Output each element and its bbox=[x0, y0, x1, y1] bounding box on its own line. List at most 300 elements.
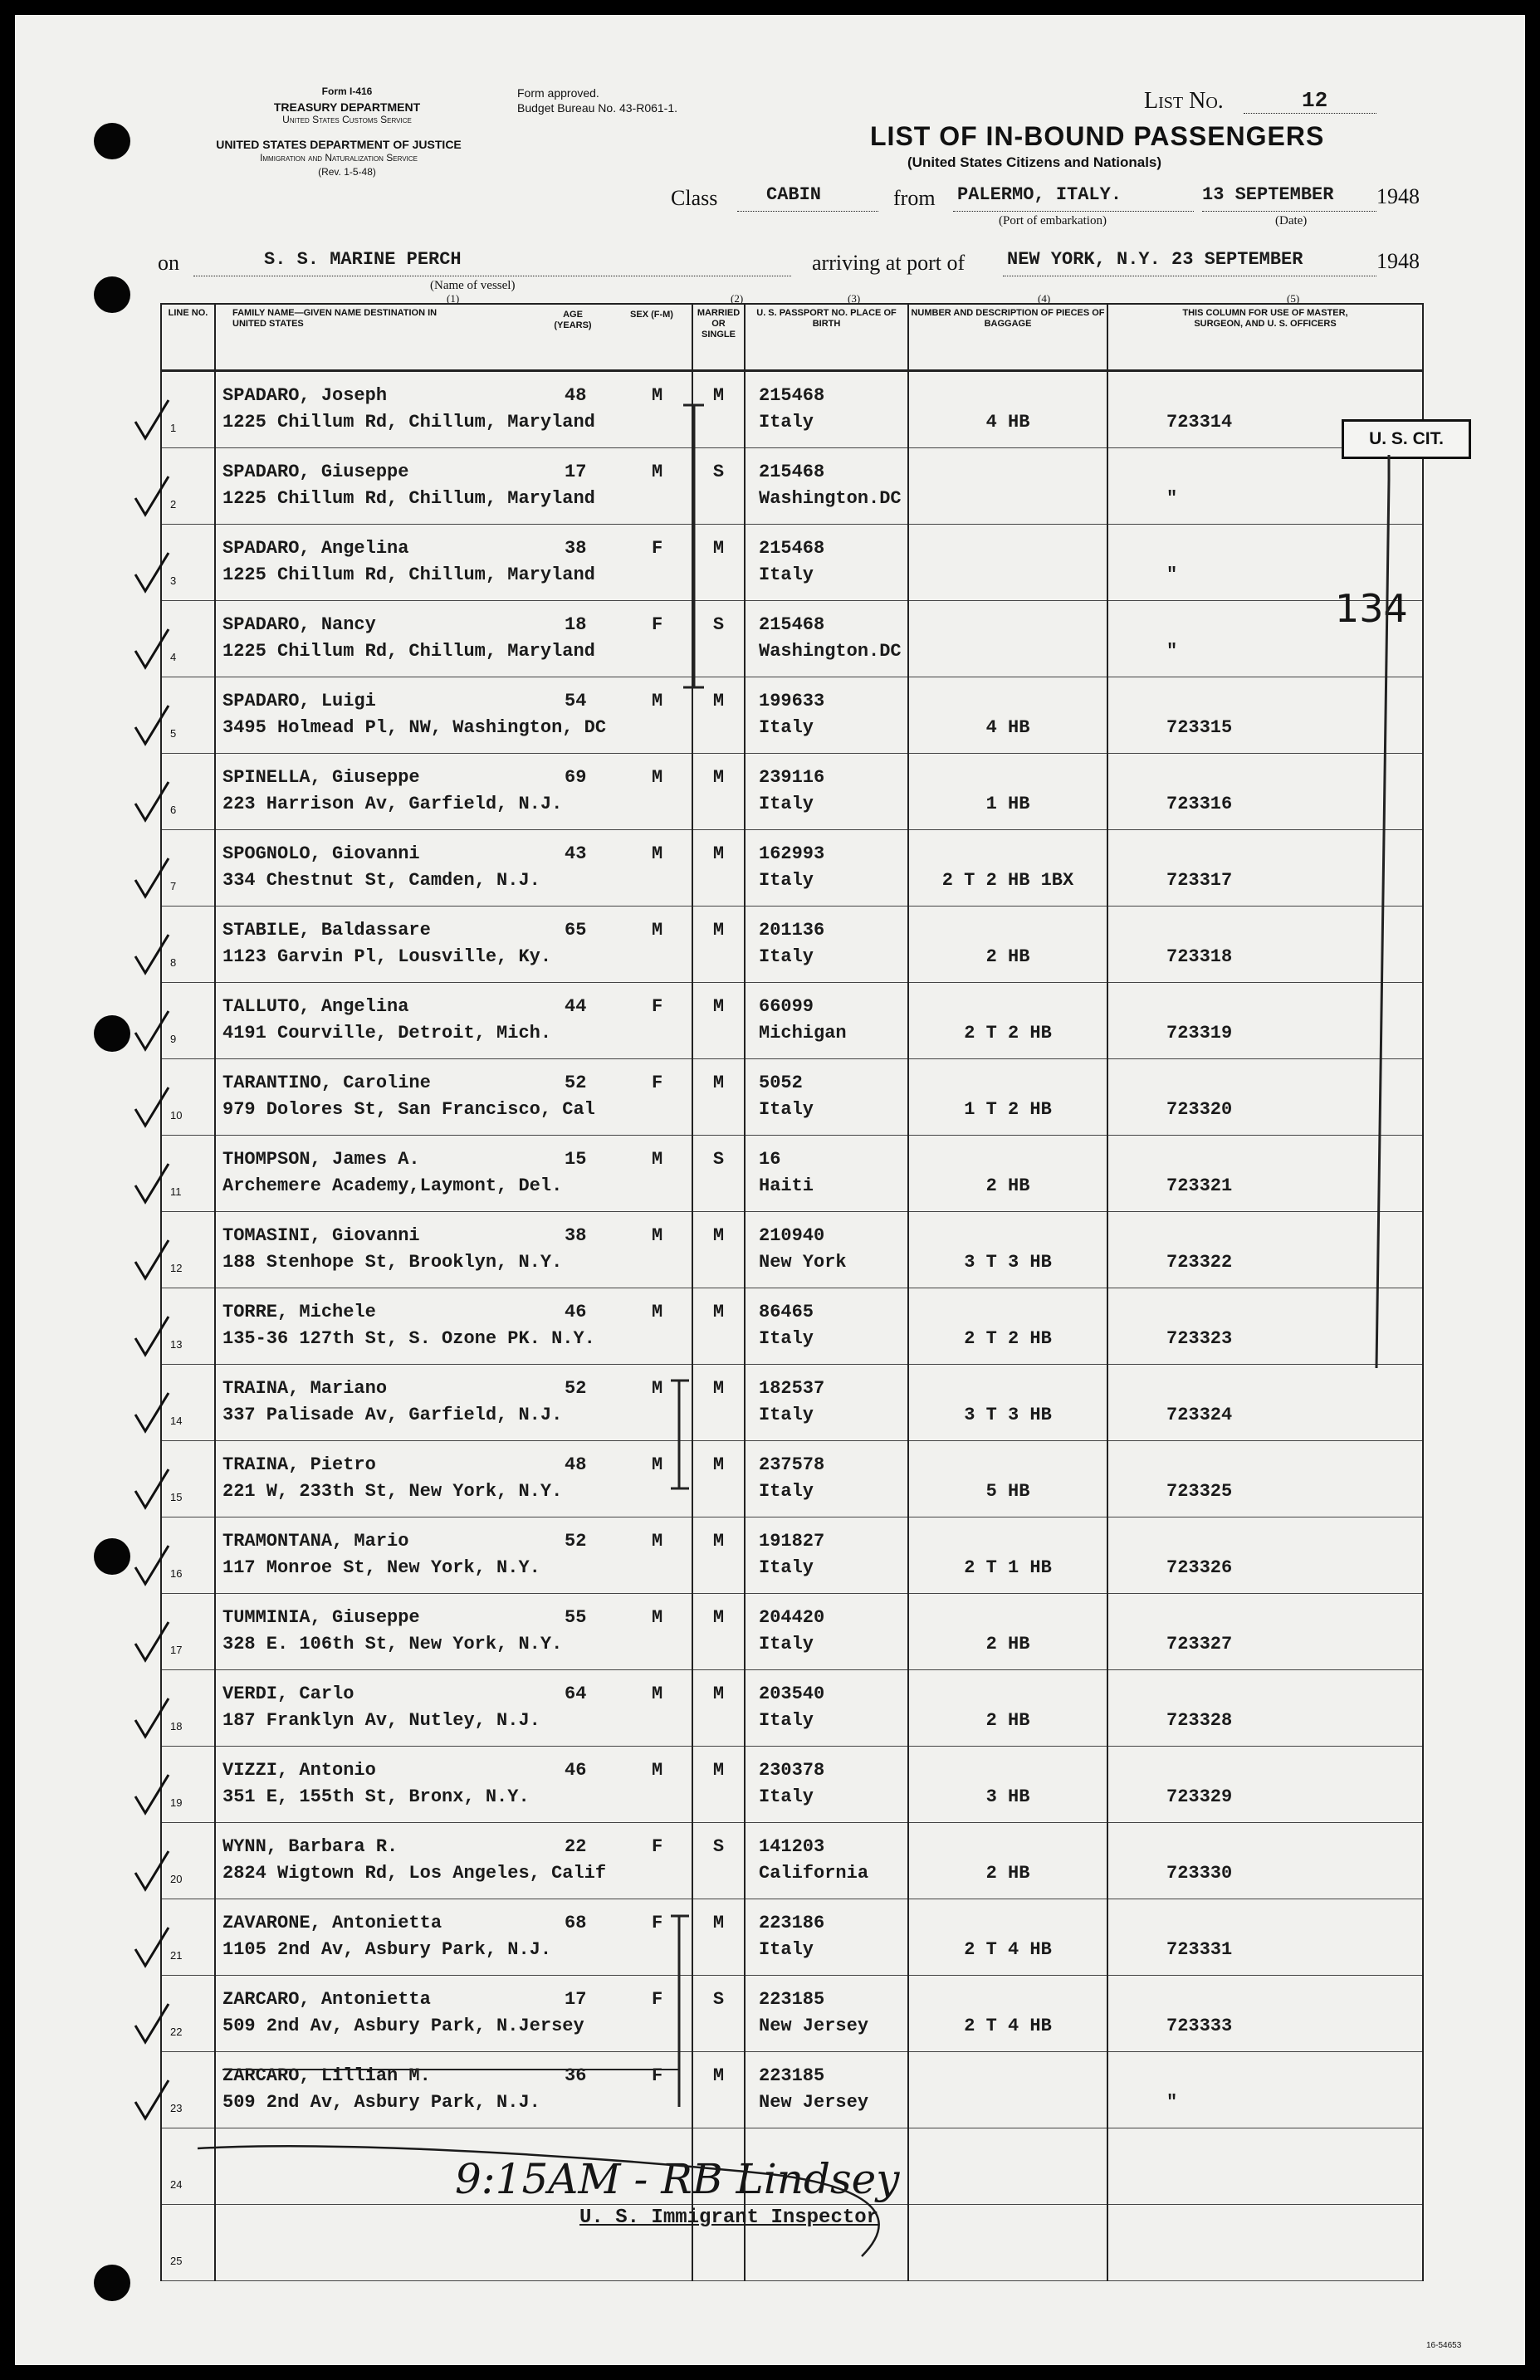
married-cell bbox=[692, 754, 745, 830]
baggage-description: 5 HB bbox=[985, 1481, 1030, 1502]
line-number: 18 bbox=[170, 1720, 183, 1732]
passenger-sex: F bbox=[652, 2065, 663, 2086]
name-cell bbox=[215, 525, 692, 601]
marital-status: M bbox=[712, 767, 725, 788]
place-of-birth: Italy bbox=[759, 1328, 814, 1349]
passenger-name: TUMMINIA, Giuseppe bbox=[222, 1607, 420, 1628]
officer-cell bbox=[1107, 2205, 1423, 2281]
class-label: Class bbox=[671, 186, 718, 210]
passenger-age: 69 bbox=[565, 767, 587, 788]
officer-reference: 723316 bbox=[1166, 794, 1233, 814]
on-label: on bbox=[158, 251, 179, 275]
baggage-description: 1 T 2 HB bbox=[964, 1099, 1052, 1120]
officer-cell bbox=[1107, 1670, 1423, 1747]
place-of-birth: Haiti bbox=[759, 1175, 814, 1196]
check-mark bbox=[130, 1695, 172, 1741]
passport-number: 215468 bbox=[759, 385, 825, 406]
departure-date: 13 SEPTEMBER bbox=[1202, 184, 1334, 205]
baggage-cell bbox=[908, 830, 1107, 907]
line-number: 13 bbox=[170, 1338, 183, 1351]
line-number: 11 bbox=[170, 1185, 182, 1198]
place-of-birth: Italy bbox=[759, 1481, 814, 1502]
married-cell bbox=[692, 1899, 745, 1976]
officer-reference: 723321 bbox=[1166, 1175, 1233, 1196]
married-cell bbox=[692, 1976, 745, 2052]
married-cell bbox=[692, 907, 745, 983]
line-cell bbox=[161, 983, 215, 1059]
officer-reference: 723322 bbox=[1166, 1252, 1233, 1273]
line-cell bbox=[161, 1059, 215, 1136]
embarkation-caption: (Port of embarkation) bbox=[999, 214, 1107, 227]
baggage-cell bbox=[908, 907, 1107, 983]
destination-address: 1123 Garvin Pl, Lousville, Ky. bbox=[222, 946, 552, 967]
name-cell bbox=[215, 1365, 692, 1441]
check-mark bbox=[130, 1924, 172, 1970]
line-cell bbox=[161, 1136, 215, 1212]
line-cell bbox=[161, 2052, 215, 2128]
officer-reference: 723327 bbox=[1166, 1634, 1233, 1654]
passenger-sex: M bbox=[652, 1454, 663, 1475]
passport-number: 237578 bbox=[759, 1454, 825, 1475]
passenger-sex: M bbox=[652, 1302, 663, 1322]
officer-reference: 723326 bbox=[1166, 1557, 1233, 1578]
check-mark bbox=[130, 397, 172, 442]
married-cell bbox=[692, 1365, 745, 1441]
name-cell bbox=[215, 448, 692, 525]
line-number: 4 bbox=[170, 651, 177, 663]
passenger-name: TRAINA, Pietro bbox=[222, 1454, 376, 1475]
married-cell bbox=[692, 371, 745, 448]
line-number: 8 bbox=[170, 956, 177, 969]
document-subtitle: (United States Citizens and Nationals) bbox=[907, 154, 1162, 170]
officer-cell bbox=[1107, 1441, 1423, 1517]
passport-number: 230378 bbox=[759, 1760, 825, 1781]
married-cell bbox=[692, 1136, 745, 1212]
col-num-5: (5) bbox=[1287, 292, 1300, 305]
marital-status: M bbox=[712, 996, 725, 1017]
marital-status: S bbox=[712, 1989, 725, 2010]
officer-reference: 723324 bbox=[1166, 1405, 1233, 1425]
baggage-description: 2 HB bbox=[985, 1634, 1030, 1654]
line-cell bbox=[161, 1365, 215, 1441]
table-row bbox=[161, 1899, 1423, 1976]
officer-reference: " bbox=[1166, 488, 1178, 509]
officer-cell bbox=[1107, 1517, 1423, 1594]
passenger-name: TARANTINO, Caroline bbox=[222, 1073, 431, 1093]
marital-status: M bbox=[712, 1302, 725, 1322]
officer-cell bbox=[1107, 983, 1423, 1059]
table-row bbox=[161, 1136, 1423, 1212]
marital-status: M bbox=[712, 2065, 725, 2086]
baggage-description: 2 HB bbox=[985, 1175, 1030, 1196]
officer-cell bbox=[1107, 1747, 1423, 1823]
check-mark bbox=[130, 1466, 172, 1512]
table-row bbox=[161, 1212, 1423, 1288]
passport-number: 86465 bbox=[759, 1302, 814, 1322]
place-of-birth: New Jersey bbox=[759, 2092, 869, 2113]
place-of-birth: Italy bbox=[759, 717, 814, 738]
col-num-1: (1) bbox=[447, 292, 460, 305]
passenger-age: 22 bbox=[565, 1836, 587, 1857]
passenger-name: TORRE, Michele bbox=[222, 1302, 376, 1322]
destination-address: 337 Palisade Av, Garfield, N.J. bbox=[222, 1405, 563, 1425]
place-of-birth: Washington.DC bbox=[759, 488, 902, 509]
officer-reference: " bbox=[1166, 2092, 1178, 2113]
line-cell bbox=[161, 1517, 215, 1594]
name-cell bbox=[215, 1212, 692, 1288]
passport-cell bbox=[745, 1823, 908, 1899]
place-of-birth: California bbox=[759, 1863, 869, 1884]
line-cell bbox=[161, 1899, 215, 1976]
line-cell bbox=[161, 754, 215, 830]
passenger-name: SPADARO, Joseph bbox=[222, 385, 388, 406]
officer-reference: 723314 bbox=[1166, 412, 1233, 433]
passenger-sex: M bbox=[652, 462, 663, 482]
name-cell bbox=[215, 983, 692, 1059]
place-of-birth: New York bbox=[759, 1252, 847, 1273]
destination-address: 509 2nd Av, Asbury Park, N.Jersey bbox=[222, 2016, 584, 2036]
marital-status: M bbox=[712, 1378, 725, 1399]
check-mark bbox=[130, 550, 172, 595]
passenger-age: 38 bbox=[565, 538, 587, 559]
check-mark bbox=[130, 473, 172, 519]
officer-cell bbox=[1107, 830, 1423, 907]
officer-reference: 723323 bbox=[1166, 1328, 1233, 1349]
vessel-name: S. S. MARINE PERCH bbox=[264, 249, 462, 270]
baggage-description: 2 HB bbox=[985, 1710, 1030, 1731]
table-row bbox=[161, 525, 1423, 601]
passenger-age: 48 bbox=[565, 1454, 587, 1475]
line-number: 21 bbox=[170, 1949, 183, 1962]
class-line bbox=[737, 211, 878, 212]
line-cell bbox=[161, 677, 215, 754]
check-mark bbox=[130, 1542, 172, 1588]
married-cell bbox=[692, 1517, 745, 1594]
line-number: 24 bbox=[170, 2178, 183, 2191]
table-row bbox=[161, 1365, 1423, 1441]
passenger-age: 48 bbox=[565, 385, 587, 406]
baggage-cell bbox=[908, 1059, 1107, 1136]
passport-cell bbox=[745, 601, 908, 677]
destination-address: 3495 Holmead Pl, NW, Washington, DC bbox=[222, 717, 607, 738]
baggage-description: 2 T 4 HB bbox=[964, 2016, 1052, 2036]
officer-cell bbox=[1107, 1976, 1423, 2052]
destination-address: 1105 2nd Av, Asbury Park, N.J. bbox=[222, 1939, 552, 1960]
passenger-age: 46 bbox=[565, 1302, 587, 1322]
officer-reference: 723329 bbox=[1166, 1786, 1233, 1807]
baggage-description: 2 T 2 HB bbox=[964, 1328, 1052, 1349]
destination-address: 135-36 127th St, S. Ozone PK. N.Y. bbox=[222, 1328, 595, 1349]
passenger-sex: M bbox=[652, 691, 663, 711]
place-of-birth: Italy bbox=[759, 794, 814, 814]
officer-reference: 723315 bbox=[1166, 717, 1233, 738]
manifest-page bbox=[15, 15, 1525, 2365]
passport-number: 215468 bbox=[759, 462, 825, 482]
passport-number: 215468 bbox=[759, 614, 825, 635]
destination-address: 979 Dolores St, San Francisco, Cal bbox=[222, 1099, 595, 1120]
table-row bbox=[161, 677, 1423, 754]
date-line bbox=[1202, 211, 1376, 212]
line-number: 22 bbox=[170, 2026, 183, 2038]
passenger-sex: F bbox=[652, 1989, 663, 2010]
place-of-birth: New Jersey bbox=[759, 2016, 869, 2036]
line-number: 10 bbox=[170, 1109, 183, 1122]
check-mark bbox=[130, 702, 172, 748]
header-name bbox=[215, 304, 692, 371]
form-number: Form I-416 bbox=[321, 86, 373, 97]
passenger-name: THOMPSON, James A. bbox=[222, 1149, 420, 1170]
officer-cell bbox=[1107, 1823, 1423, 1899]
check-mark bbox=[130, 855, 172, 901]
line-number: 2 bbox=[170, 498, 177, 511]
baggage-cell bbox=[908, 1670, 1107, 1747]
passenger-name: ZARCARO, Lillian M. bbox=[222, 2065, 431, 2086]
treasury-department: TREASURY DEPARTMENT bbox=[273, 100, 421, 114]
passport-number: 223185 bbox=[759, 1989, 825, 2010]
handwritten-signature: 9:15AM - RB Lindsey bbox=[455, 2155, 900, 2203]
passport-number: 162993 bbox=[759, 843, 825, 864]
baggage-description: 4 HB bbox=[985, 717, 1030, 738]
check-mark bbox=[130, 1848, 172, 1894]
table-row bbox=[161, 1670, 1423, 1747]
passport-cell bbox=[745, 1441, 908, 1517]
officer-reference: 723319 bbox=[1166, 1023, 1233, 1043]
line-cell bbox=[161, 448, 215, 525]
baggage-cell bbox=[908, 1365, 1107, 1441]
passenger-age: 52 bbox=[565, 1073, 587, 1093]
line-cell bbox=[161, 1976, 215, 2052]
customs-service: United States Customs Service bbox=[282, 114, 412, 125]
passport-number: 66099 bbox=[759, 996, 814, 1017]
table-row bbox=[161, 907, 1423, 983]
header-name-text: FAMILY NAME—GIVEN NAME DESTINATION IN UNITED STATES bbox=[232, 308, 438, 330]
baggage-cell bbox=[908, 1517, 1107, 1594]
officer-cell bbox=[1107, 1365, 1423, 1441]
baggage-cell bbox=[908, 525, 1107, 601]
header-sex: SEX (F-M) bbox=[630, 310, 673, 320]
line-number: 19 bbox=[170, 1796, 183, 1809]
passenger-sex: M bbox=[652, 385, 663, 406]
table-row bbox=[161, 1441, 1423, 1517]
check-mark bbox=[130, 1008, 172, 1053]
married-cell bbox=[692, 1441, 745, 1517]
header-baggage: NUMBER AND DESCRIPTION OF PIECES OF BAGGAGE bbox=[908, 304, 1107, 371]
passenger-sex: M bbox=[652, 1225, 663, 1246]
baggage-description: 3 T 3 HB bbox=[964, 1405, 1052, 1425]
form-approved: Form approved. bbox=[517, 86, 599, 100]
line-cell bbox=[161, 830, 215, 907]
destination-address: 328 E. 106th St, New York, N.Y. bbox=[222, 1634, 563, 1654]
passenger-name: TALLUTO, Angelina bbox=[222, 996, 409, 1017]
name-cell bbox=[215, 1670, 692, 1747]
table-row bbox=[161, 754, 1423, 830]
officer-reference: 723318 bbox=[1166, 946, 1233, 967]
header-officers: THIS COLUMN FOR USE OF MASTER, SURGEON, AND U. S. OFFICERS bbox=[1107, 304, 1423, 371]
baggage-cell bbox=[908, 601, 1107, 677]
table-row bbox=[161, 601, 1423, 677]
place-of-birth: Italy bbox=[759, 1710, 814, 1731]
passport-number: 199633 bbox=[759, 691, 825, 711]
passport-number: 239116 bbox=[759, 767, 825, 788]
marital-status: M bbox=[712, 1531, 725, 1552]
passenger-name: SPADARO, Luigi bbox=[222, 691, 376, 711]
officer-cell bbox=[1107, 754, 1423, 830]
baggage-description: 2 T 2 HB bbox=[964, 1023, 1052, 1043]
baggage-cell bbox=[908, 448, 1107, 525]
col-num-2: (2) bbox=[731, 292, 744, 305]
line-number: 16 bbox=[170, 1567, 183, 1580]
officer-reference: " bbox=[1166, 564, 1178, 585]
place-of-birth: Italy bbox=[759, 1939, 814, 1960]
married-cell bbox=[692, 601, 745, 677]
place-of-birth: Italy bbox=[759, 412, 814, 433]
passenger-name: SPOGNOLO, Giovanni bbox=[222, 843, 420, 864]
passport-cell bbox=[745, 1059, 908, 1136]
punch-hole bbox=[94, 276, 130, 313]
passenger-age: 68 bbox=[565, 1913, 587, 1933]
name-cell bbox=[215, 677, 692, 754]
passport-cell bbox=[745, 1365, 908, 1441]
destination-address: 1225 Chillum Rd, Chillum, Maryland bbox=[222, 488, 595, 509]
destination-address: 187 Franklyn Av, Nutley, N.J. bbox=[222, 1710, 540, 1731]
check-mark bbox=[130, 1237, 172, 1283]
place-of-birth: Italy bbox=[759, 1099, 814, 1120]
baggage-description: 2 T 1 HB bbox=[964, 1557, 1052, 1578]
baggage-description: 2 T 2 HB 1BX bbox=[941, 870, 1074, 891]
officer-reference: 723331 bbox=[1166, 1939, 1233, 1960]
line-number: 7 bbox=[170, 880, 177, 892]
date-caption: (Date) bbox=[1275, 214, 1308, 227]
officer-cell bbox=[1107, 1212, 1423, 1288]
baggage-description: 4 HB bbox=[985, 412, 1030, 433]
married-cell bbox=[692, 1670, 745, 1747]
passenger-sex: M bbox=[652, 1760, 663, 1781]
punch-hole bbox=[94, 2265, 130, 2301]
name-cell bbox=[215, 1059, 692, 1136]
marital-status: M bbox=[712, 1760, 725, 1781]
check-mark bbox=[130, 931, 172, 977]
name-cell bbox=[215, 1976, 692, 2052]
list-no-label: List No. bbox=[1144, 88, 1224, 114]
passenger-age: 36 bbox=[565, 2065, 587, 2086]
passport-number: 201136 bbox=[759, 920, 825, 941]
table-row bbox=[161, 1059, 1423, 1136]
line-cell bbox=[161, 1747, 215, 1823]
passport-number: 223186 bbox=[759, 1913, 825, 1933]
married-cell bbox=[692, 830, 745, 907]
passport-cell bbox=[745, 1899, 908, 1976]
list-no-line bbox=[1244, 113, 1376, 114]
departure-year: 1948 bbox=[1376, 184, 1420, 208]
baggage-description: 2 HB bbox=[985, 1863, 1030, 1884]
name-cell bbox=[215, 1823, 692, 1899]
line-number: 3 bbox=[170, 574, 177, 587]
header-married: MARRIED OR SINGLE bbox=[692, 304, 745, 371]
passenger-sex: F bbox=[652, 538, 663, 559]
officer-reference: 723330 bbox=[1166, 1863, 1233, 1884]
us-citizen-stamp: U. S. CIT. bbox=[1342, 419, 1471, 459]
line-cell bbox=[161, 525, 215, 601]
destination-address: 4191 Courville, Detroit, Mich. bbox=[222, 1023, 552, 1043]
marital-status: M bbox=[712, 1454, 725, 1475]
baggage-cell bbox=[908, 677, 1107, 754]
officer-cell bbox=[1107, 1594, 1423, 1670]
line-number: 1 bbox=[170, 422, 177, 434]
officer-reference: 723333 bbox=[1166, 2016, 1233, 2036]
name-cell bbox=[215, 754, 692, 830]
table-row bbox=[161, 1747, 1423, 1823]
passenger-sex: M bbox=[652, 843, 663, 864]
place-of-birth: Washington.DC bbox=[759, 641, 902, 662]
table-row bbox=[161, 1517, 1423, 1594]
table-row bbox=[161, 1288, 1423, 1365]
check-mark bbox=[130, 1390, 172, 1435]
passenger-sex: M bbox=[652, 767, 663, 788]
passenger-sex: M bbox=[652, 920, 663, 941]
passport-cell bbox=[745, 677, 908, 754]
check-mark bbox=[130, 1619, 172, 1664]
table-row bbox=[161, 448, 1423, 525]
place-of-birth: Italy bbox=[759, 564, 814, 585]
passenger-name: SPADARO, Nancy bbox=[222, 614, 376, 635]
place-of-birth: Italy bbox=[759, 1557, 814, 1578]
marital-status: S bbox=[712, 462, 725, 482]
passenger-name: TRAMONTANA, Mario bbox=[222, 1531, 409, 1552]
passport-cell bbox=[745, 1976, 908, 2052]
baggage-cell bbox=[908, 754, 1107, 830]
passport-number: 16 bbox=[759, 1149, 781, 1170]
punch-hole bbox=[94, 123, 130, 159]
officer-reference: 723325 bbox=[1166, 1481, 1233, 1502]
name-cell bbox=[215, 830, 692, 907]
vessel-caption: (Name of vessel) bbox=[430, 279, 516, 292]
name-cell bbox=[215, 2052, 692, 2128]
married-cell bbox=[692, 2052, 745, 2128]
officer-cell bbox=[1107, 2052, 1423, 2128]
passport-number: 215468 bbox=[759, 538, 825, 559]
header-age: AGE (YEARS) bbox=[554, 310, 592, 331]
line-cell bbox=[161, 371, 215, 448]
baggage-cell bbox=[908, 1136, 1107, 1212]
baggage-cell bbox=[908, 2052, 1107, 2128]
baggage-cell bbox=[908, 2205, 1107, 2281]
passenger-age: 65 bbox=[565, 920, 587, 941]
arrival-year: 1948 bbox=[1376, 249, 1420, 273]
baggage-description: 3 T 3 HB bbox=[964, 1252, 1052, 1273]
passenger-age: 38 bbox=[565, 1225, 587, 1246]
name-cell bbox=[215, 1594, 692, 1670]
passenger-name: VIZZI, Antonio bbox=[222, 1760, 376, 1781]
place-of-birth: Italy bbox=[759, 1634, 814, 1654]
passenger-name: TRAINA, Mariano bbox=[222, 1378, 388, 1399]
name-cell bbox=[215, 1747, 692, 1823]
baggage-description: 1 HB bbox=[985, 794, 1030, 814]
arriving-label: arriving at port of bbox=[812, 251, 966, 275]
passenger-sex: M bbox=[652, 1378, 663, 1399]
baggage-description: 2 HB bbox=[985, 946, 1030, 967]
marital-status: M bbox=[712, 385, 725, 406]
baggage-cell bbox=[908, 371, 1107, 448]
line-cell bbox=[161, 1823, 215, 1899]
officer-cell bbox=[1107, 1899, 1423, 1976]
passport-cell bbox=[745, 907, 908, 983]
place-of-birth: Michigan bbox=[759, 1023, 847, 1043]
line-number: 6 bbox=[170, 804, 177, 816]
passenger-name: ZAVARONE, Antonietta bbox=[222, 1913, 442, 1933]
check-mark bbox=[130, 1161, 172, 1206]
check-mark bbox=[130, 1772, 172, 1817]
punch-hole bbox=[94, 1538, 130, 1575]
